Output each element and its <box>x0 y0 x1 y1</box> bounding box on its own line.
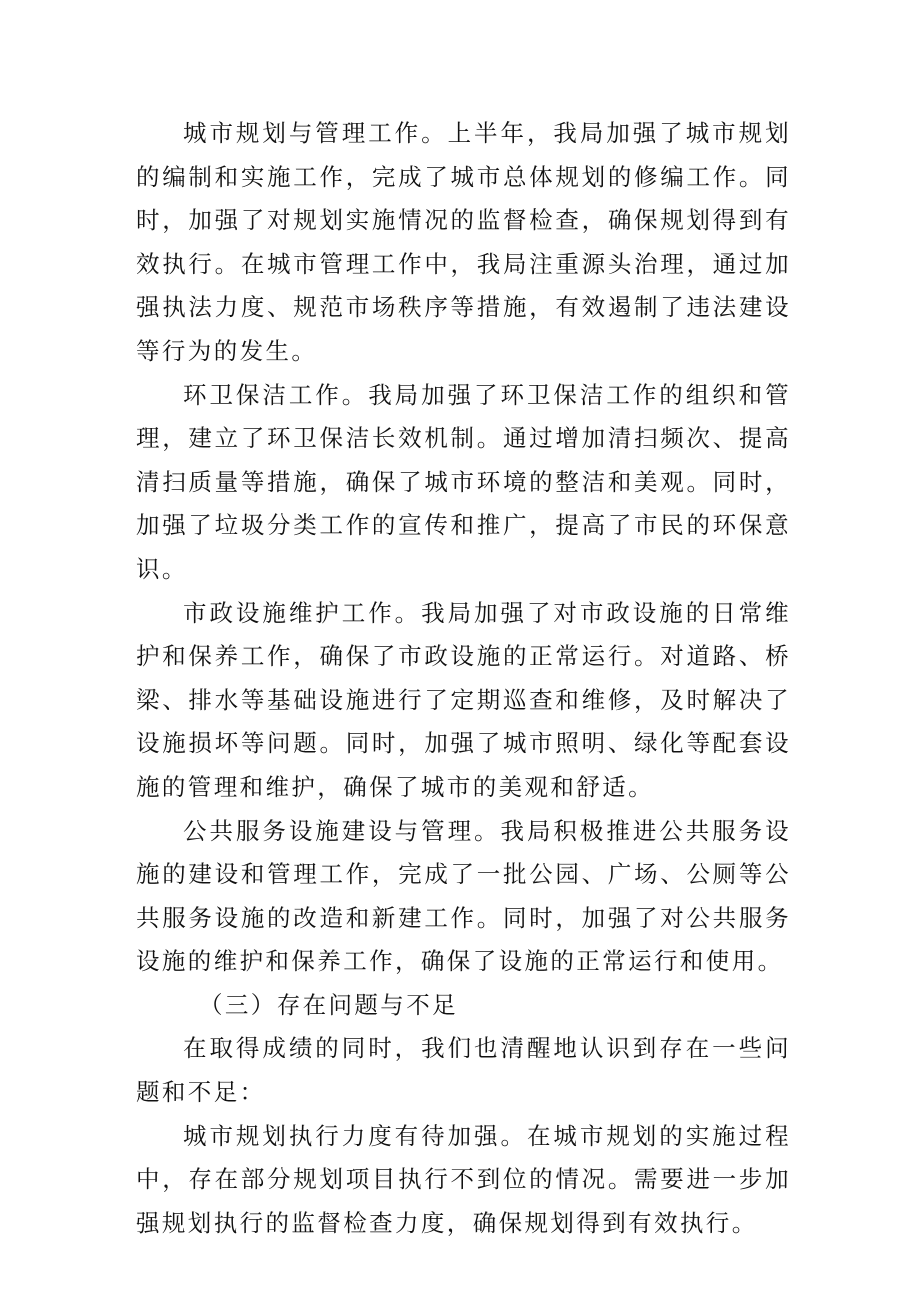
paragraph-problems-intro: 在取得成绩的同时，我们也清醒地认识到存在一些问题和不足： <box>136 1034 791 1107</box>
paragraph-public-service-facilities: 公共服务设施建设与管理。我局积极推进公共服务设施的建设和管理工作，完成了一批公园、广场、公厕等公共服务设施的改造和新建工作。同时，加强了对公共服务设施的维护和保养工作，确保了设施的正常运行和使用。 <box>136 816 791 976</box>
section-heading-problems: （三）存在问题与不足 <box>199 990 458 1019</box>
paragraph-planning-enforcement: 城市规划执行力度有待加强。在城市规划的实施过程中，存在部分规划项目执行不到位的情况。需要进一步加强规划执行的监督检查力度，确保规划得到有效执行。 <box>136 1121 791 1237</box>
paragraph-sanitation: 环卫保洁工作。我局加强了环卫保洁工作的组织和管理，建立了环卫保洁长效机制。通过增加清扫频次、提高清扫质量等措施，确保了城市环境的整洁和美观。同时，加强了垃圾分类工作的宣传和推广，提高了市民的环保意识。 <box>136 380 791 583</box>
document-body <box>136 112 791 1245</box>
paragraph-municipal-facilities: 市政设施维护工作。我局加强了对市政设施的日常维护和保养工作，确保了市政设施的正常运行。对道路、桥梁、排水等基础设施进行了定期巡查和维修，及时解决了设施损坏等问题。同时，加强了城市照明、绿化等配套设施的管理和维护，确保了城市的美观和舒适。 <box>136 598 791 801</box>
paragraph-urban-planning: 城市规划与管理工作。上半年，我局加强了城市规划的编制和实施工作，完成了城市总体规划的修编工作。同时，加强了对规划实施情况的监督检查，确保规划得到有效执行。在城市管理工作中，我局注重源头治理，通过加强执法力度、规范市场秩序等措施，有效遏制了违法建设等行为的发生。 <box>136 119 791 365</box>
